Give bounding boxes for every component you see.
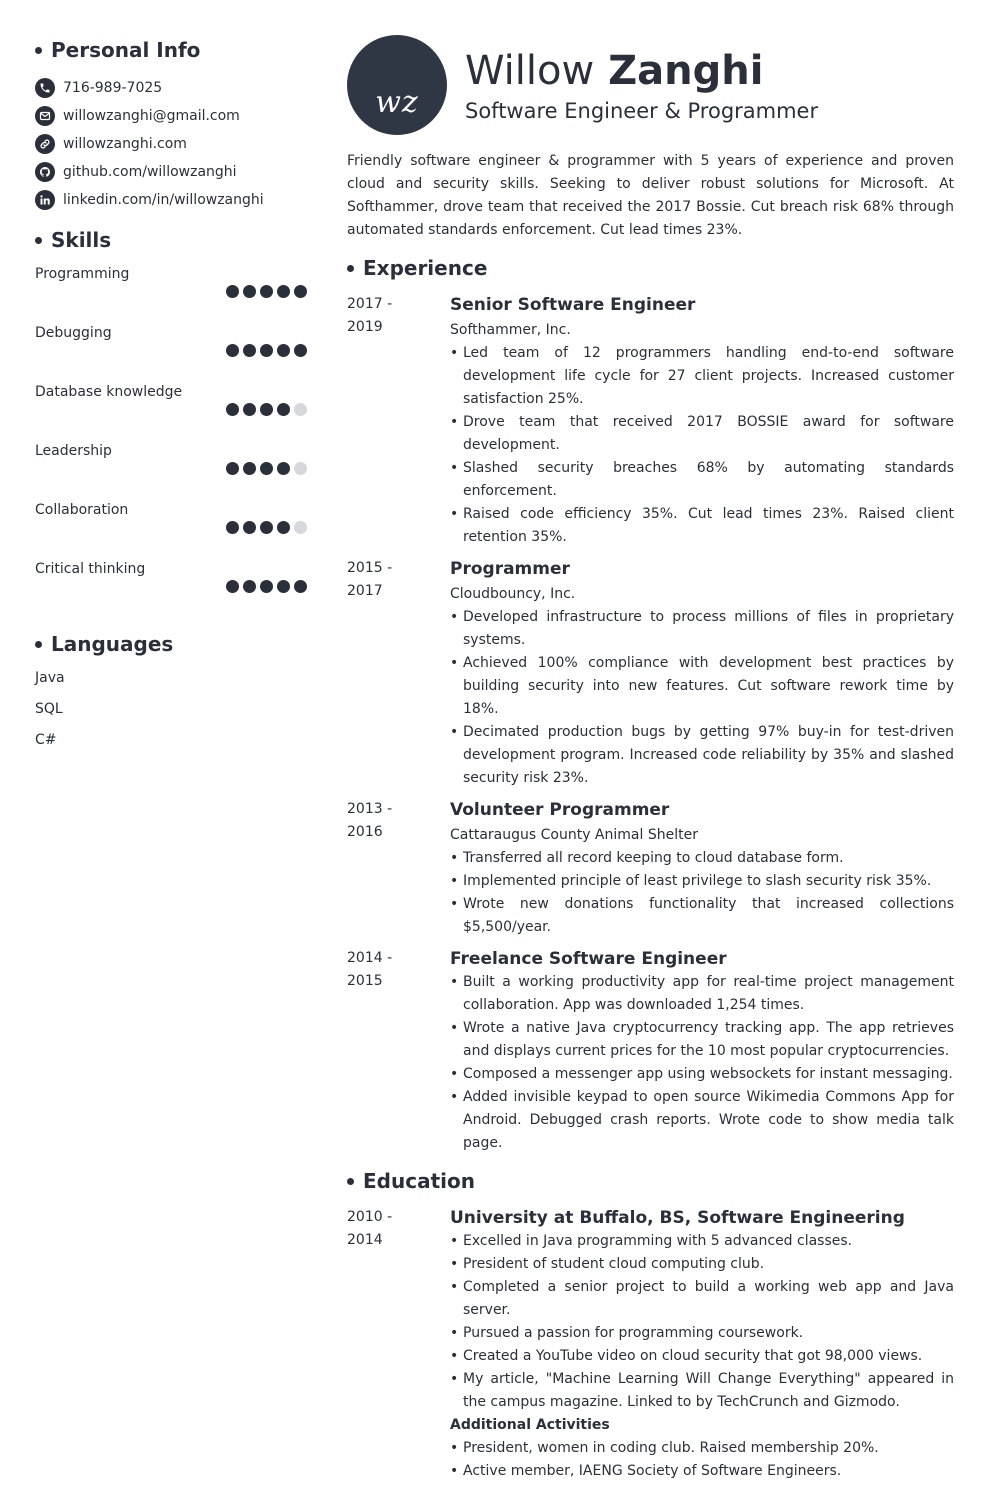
rating-dot (294, 521, 307, 534)
rating-dot (294, 344, 307, 357)
section-title-skills (35, 228, 307, 252)
skill-name: Debugging (35, 325, 112, 341)
date-end: 2016 (347, 824, 383, 840)
bullet-item: • Transferred all record keeping to cloud database form. (450, 847, 954, 870)
entry-title: Freelance Software Engineer (450, 949, 727, 969)
bullet-item: • Wrote a native Java cryptocurrency tracking app. The app retrieves and displays current prices for the 10 most popular cryptocurrencies. (450, 1017, 954, 1063)
rating-dot (260, 344, 273, 357)
rating-dot (277, 344, 290, 357)
personal-info-section (35, 38, 307, 214)
rating-dot (243, 344, 256, 357)
skill-rating (226, 344, 307, 357)
bullet-item: • Created a YouTube video on cloud security that got 98,000 views. (450, 1345, 954, 1368)
entry-dates (347, 798, 450, 939)
bullet-dot (35, 47, 42, 54)
section-title-text: Languages (51, 632, 174, 656)
rating-dot (226, 344, 239, 357)
rating-dot (277, 462, 290, 475)
bullet-item: • Led team of 12 programmers handling end-to-end software development life cycle for 27 client projects. Increased customer satisfaction 25%. (450, 342, 954, 411)
email-icon (35, 106, 55, 126)
contact-phone[interactable] (35, 74, 307, 102)
skill-item (35, 561, 307, 620)
rating-dot (243, 580, 256, 593)
skill-item (35, 266, 307, 325)
entry-body (450, 293, 954, 549)
candidate-name (465, 47, 818, 95)
rating-dot (260, 403, 273, 416)
skill-item (35, 325, 307, 384)
entry-dates (347, 1206, 450, 1483)
contact-list (35, 74, 307, 214)
entry-dates (347, 947, 450, 1155)
bullet-item: • Composed a messenger app using websockets for instant messaging. (450, 1063, 954, 1086)
entry-title: Programmer (450, 559, 570, 579)
rating-dot (294, 462, 307, 475)
bullet-list (450, 971, 954, 1155)
skills-list (35, 266, 307, 620)
contact-email[interactable] (35, 102, 307, 130)
contact-text: linkedin.com/in/willowzanghi (63, 192, 264, 208)
bullet-item: • Active member, IAENG Society of Software Engineers. (450, 1460, 954, 1483)
section-title-experience (347, 256, 954, 280)
resume-header (347, 35, 954, 135)
entry-title: Volunteer Programmer (450, 800, 670, 820)
bullet-item: • Implemented principle of least privilege to slash security risk 35%. (450, 870, 954, 893)
contact-github[interactable] (35, 158, 307, 186)
last-name: Zanghi (608, 48, 764, 94)
rating-dot (226, 462, 239, 475)
entry-body (450, 947, 954, 1155)
sidebar (35, 38, 307, 763)
education-entry (347, 1206, 954, 1483)
skill-name: Database knowledge (35, 384, 183, 400)
contact-text: willowzanghi@gmail.com (63, 108, 240, 124)
skill-rating (226, 285, 307, 298)
rating-dot (277, 580, 290, 593)
rating-dot (243, 462, 256, 475)
bullet-item: • Built a working productivity app for real-time project management collaboration. App was downloaded 1,254 times. (450, 971, 954, 1017)
main-content (347, 35, 954, 1491)
bullet-dot (35, 641, 42, 648)
rating-dot (226, 580, 239, 593)
section-title-text: Skills (51, 228, 112, 252)
rating-dot (226, 285, 239, 298)
bullet-item: • Completed a senior project to build a working web app and Java server. (450, 1276, 954, 1322)
rating-dot (277, 521, 290, 534)
languages-section (35, 632, 307, 763)
rating-dot (277, 403, 290, 416)
bullet-dot (347, 1178, 354, 1185)
language-item: C# (35, 732, 57, 748)
link-icon (35, 134, 55, 154)
bullet-list (450, 1230, 954, 1414)
entry-organization: Cloudbouncy, Inc. (450, 586, 576, 602)
contact-text: willowzanghi.com (63, 136, 187, 152)
skill-item (35, 443, 307, 502)
first-name: Willow (465, 48, 595, 94)
skill-rating (226, 462, 307, 475)
job-title: Software Engineer & Programmer (465, 99, 819, 123)
bullet-list (450, 606, 954, 790)
bullet-list (450, 1437, 954, 1483)
contact-website[interactable] (35, 130, 307, 158)
entry-body (450, 557, 954, 790)
entry-title: University at Buffalo, BS, Software Engineering (450, 1208, 905, 1228)
date-start: 2013 - (347, 801, 393, 817)
bullet-item: • My article, "Machine Learning Will Change Everything" appeared in the campus magazine. Linked to by TechCrunch and Gizmodo. (450, 1368, 954, 1414)
date-start: 2010 - (347, 1209, 393, 1225)
bullet-item: • Raised code efficiency 35%. Cut lead times 23%. Raised client retention 35%. (450, 503, 954, 549)
rating-dot (243, 521, 256, 534)
bullet-item: • Drove team that received 2017 BOSSIE award for software development. (450, 411, 954, 457)
section-title-languages (35, 632, 307, 656)
name-block (465, 47, 818, 123)
rating-dot (243, 403, 256, 416)
rating-dot (260, 521, 273, 534)
section-title-personal-info (35, 38, 307, 62)
language-item: Java (35, 670, 65, 686)
bullet-item: • Developed infrastructure to process millions of files in proprietary systems. (450, 606, 954, 652)
contact-linkedin[interactable] (35, 186, 307, 214)
skill-name: Collaboration (35, 502, 129, 518)
bullet-item: • Achieved 100% compliance with development best practices by building security into new features. Cut software rework time by 18%. (450, 652, 954, 721)
entry-title: Senior Software Engineer (450, 295, 696, 315)
bullet-list (450, 847, 954, 939)
date-end: 2019 (347, 319, 383, 335)
summary-paragraph: Friendly software engineer & programmer with 5 years of experience and proven cloud and security skills. Seeking to deliver robust solutions for Microsoft. At Softhammer, drove team that received the 2017 Bossie. Cut breach risk 68% through automated standards enforcement. Cut lead times 23%. (347, 153, 954, 238)
section-title-text: Education (363, 1169, 475, 1193)
rating-dot (226, 521, 239, 534)
languages-list (35, 670, 307, 763)
bullet-dot (35, 237, 42, 244)
bullet-item: • President of student cloud computing club. (450, 1253, 954, 1276)
rating-dot (226, 403, 239, 416)
entry-dates (347, 557, 450, 790)
rating-dot (260, 580, 273, 593)
section-title-education (347, 1169, 954, 1193)
rating-dot (294, 285, 307, 298)
skill-item (35, 384, 307, 443)
bullet-dot (347, 265, 354, 272)
entry-subheading: Additional Activities (450, 1417, 610, 1433)
date-start: 2017 - (347, 296, 393, 312)
entry-body (450, 1206, 954, 1483)
entry-organization: Softhammer, Inc. (450, 322, 571, 338)
rating-dot (294, 580, 307, 593)
bullet-item: • Excelled in Java programming with 5 advanced classes. (450, 1230, 954, 1253)
language-item: SQL (35, 701, 63, 717)
experience-entry (347, 947, 954, 1155)
education-entries (347, 1206, 954, 1483)
bullet-list (450, 342, 954, 549)
experience-entries (347, 293, 954, 1155)
phone-icon (35, 78, 55, 98)
contact-text: 716-989-7025 (63, 80, 163, 96)
entry-dates (347, 293, 450, 549)
rating-dot (277, 285, 290, 298)
education-section (347, 1169, 954, 1483)
date-end: 2015 (347, 973, 383, 989)
date-end: 2017 (347, 583, 383, 599)
section-title-text: Personal Info (51, 38, 201, 62)
bullet-item: • President, women in coding club. Raised membership 20%. (450, 1437, 954, 1460)
date-start: 2015 - (347, 560, 393, 576)
skill-name: Leadership (35, 443, 112, 459)
linkedin-icon (35, 190, 55, 210)
experience-entry (347, 293, 954, 549)
experience-section (347, 256, 954, 1155)
rating-dot (260, 462, 273, 475)
skill-name: Critical thinking (35, 561, 146, 577)
date-start: 2014 - (347, 950, 393, 966)
rating-dot (260, 285, 273, 298)
entry-body (450, 798, 954, 939)
skill-item (35, 502, 307, 561)
rating-dot (243, 285, 256, 298)
rating-dot (294, 403, 307, 416)
bullet-item: • Decimated production bugs by getting 97% buy-in for test-driven development program. Increased code reliability by 35% and slashed security risk 23%. (450, 721, 954, 790)
github-icon (35, 162, 55, 182)
skills-section (35, 228, 307, 620)
avatar (347, 35, 447, 135)
skill-rating (226, 521, 307, 534)
skill-rating (226, 580, 307, 593)
skill-rating (226, 403, 307, 416)
bullet-item: • Added invisible keypad to open source Wikimedia Commons App for Android. Debugged crash reports. Wrote code to show media talk page. (450, 1086, 954, 1155)
skill-name: Programming (35, 266, 130, 282)
bullet-item: • Slashed security breaches 68% by automating standards enforcement. (450, 457, 954, 503)
section-title-text: Experience (363, 256, 488, 280)
bullet-item: • Wrote new donations functionality that increased collections $5,500/year. (450, 893, 954, 939)
experience-entry (347, 557, 954, 790)
entry-organization: Cattaraugus County Animal Shelter (450, 827, 698, 843)
contact-text: github.com/willowzanghi (63, 164, 237, 180)
experience-entry (347, 798, 954, 939)
date-end: 2014 (347, 1232, 383, 1248)
avatar-initials: wz (375, 85, 419, 120)
bullet-item: • Pursued a passion for programming coursework. (450, 1322, 954, 1345)
